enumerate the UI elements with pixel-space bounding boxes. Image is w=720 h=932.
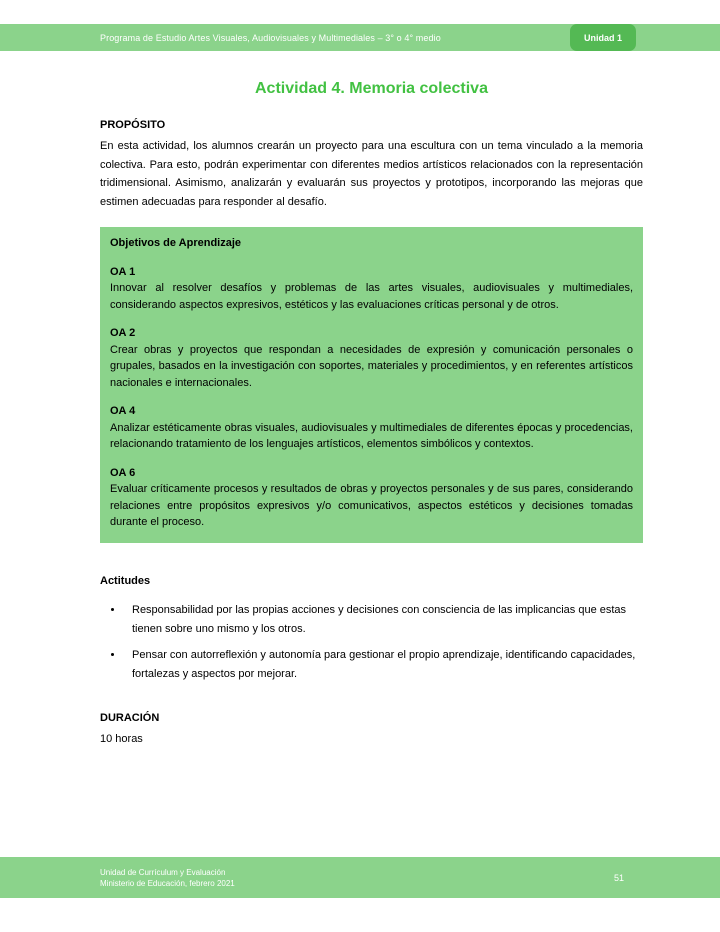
footer-line2: Ministerio de Educación, febrero 2021 <box>100 878 235 888</box>
oa-text: Analizar estéticamente obras visuales, audiovisuales y multimediales de diferentes épocas y procedencias, relacionando tratamiento de los lenguajes artísticos, elementos simbólicos y contextos. <box>110 421 633 450</box>
oa-item-2 <box>110 325 633 391</box>
oa-text: Evaluar críticamente procesos y resultados de obras y proyectos personales y de sus pares, considerando relaciones entre propósitos expresivos y/o comunicativos, aspectos estéticos y decisiones tomadas durante el proceso. <box>110 483 633 528</box>
actitudes-heading: Actitudes <box>100 574 151 587</box>
duracion-heading: DURACIÓN <box>100 711 160 724</box>
objetivos-aprendizaje-box <box>100 227 643 543</box>
oa-code: OA 2 <box>110 327 136 339</box>
duracion-value: 10 horas <box>100 732 143 745</box>
duracion-section <box>100 711 643 749</box>
actitud-item: • Pensar con autorreflexión y autonomía para gestionar el propio aprendizaje, identificando capacidades, fortalezas y aspectos por mejorar. <box>124 646 643 684</box>
proposito-heading: PROPÓSITO <box>100 119 166 131</box>
unit-badge: Unidad 1 <box>570 24 636 51</box>
page-number: 51 <box>613 872 624 883</box>
actitudes-list <box>100 601 643 684</box>
footer-credits <box>100 867 235 889</box>
page-content <box>100 118 643 749</box>
proposito-body: En esta actividad, los alumnos crearán un proyecto para una escultura con un tema vinculado a la memoria colectiva. Para esto, podrán experimentar con diferentes medios artísticos relacionados con la representación tridimensional. Asimismo, analizarán y evaluarán sus proyectos y prototipos, incorporando las mejoras que estimen adecuadas para responder al desafío. <box>100 140 643 208</box>
oa-box-heading: Objetivos de Aprendizaje <box>110 237 242 249</box>
oa-text: Crear obras y proyectos que respondan a necesidades de expresión y comunicación personales o grupales, basados en la investigación con soportes, materiales y procedimientos, y en referentes artísticos nacionales e internacionales. <box>110 343 633 389</box>
footer-band <box>0 857 720 898</box>
oa-code: OA 1 <box>110 265 136 278</box>
actitudes-section <box>100 574 643 684</box>
oa-code: OA 6 <box>110 466 136 479</box>
oa-item-4 <box>110 465 633 531</box>
oa-item-1 <box>110 264 633 314</box>
oa-code: OA 4 <box>110 405 136 417</box>
oa-item-3 <box>110 403 633 453</box>
actitud-item: • Responsabilidad por las propias acciones y decisiones con consciencia de las implicancias que estas tienen sobre uno mismo y los otros. <box>124 601 643 639</box>
header-band <box>0 24 720 51</box>
page-title: Actividad 4. Memoria colectiva <box>255 80 488 97</box>
program-title: Programa de Estudio Artes Visuales, Audiovisuales y Multimediales – 3° o 4° medio <box>100 32 441 43</box>
footer-line1: Unidad de Currículum y Evaluación <box>100 867 226 877</box>
oa-text: Innovar al resolver desafíos y problemas de las artes visuales, audiovisuales y multimediales, considerando aspectos expresivos, estéticos y las evaluaciones críticas personal y de otros. <box>110 282 633 311</box>
